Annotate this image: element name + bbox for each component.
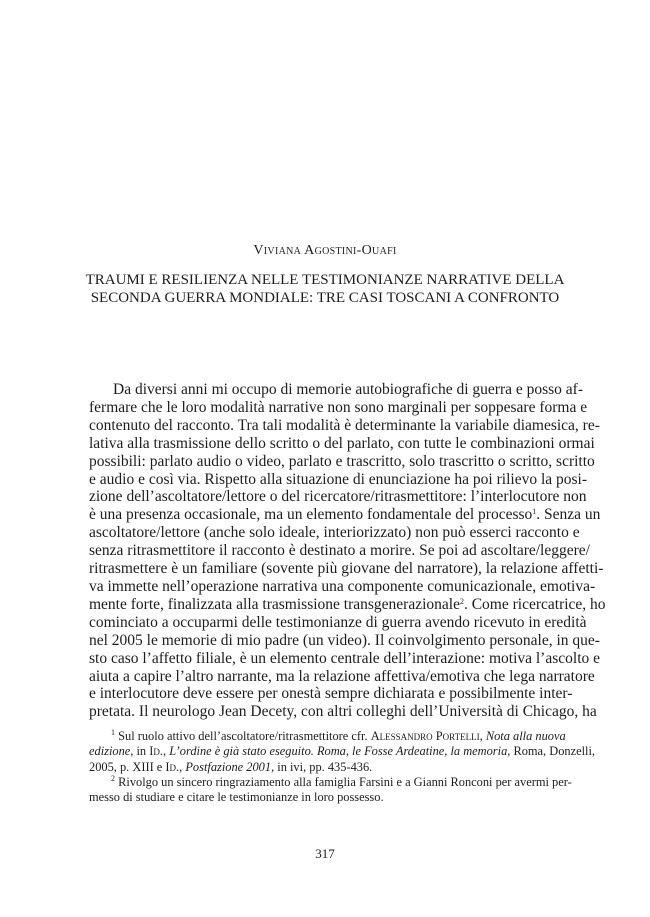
- body-line: ascoltatore/lettore (anche solo ideale, interiorizzato) non può esserci racconto e: [89, 524, 580, 542]
- body-line: pretata. Il neurologo Jean Decety, con altri colleghi dell’Università di Chicago, ha: [89, 703, 597, 721]
- body-line-segment: è una presenza occasionale, ma un elemento fondamentale del processo: [89, 506, 533, 524]
- body-line: Da diversi anni mi occupo di memorie autobiografiche di guerra e posso af-: [113, 381, 584, 398]
- footnote-text: Sul ruolo attivo dell’ascoltatore/ritrasmettitore cfr.: [118, 729, 368, 743]
- footnote-text: ,: [162, 744, 167, 759]
- body-line: e interlocutore deve essere per onestà sempre dichiarata e possibilmente inter-: [89, 685, 573, 703]
- footnote-ref-1[interactable]: 1: [532, 507, 537, 517]
- body-line: senza ritrasmettitore il racconto è destinato a morire. Se poi ad ascoltare/leggere/: [89, 542, 590, 560]
- cited-title: Postfazione 2001: [185, 759, 272, 774]
- body-line: contenuto del racconto. Tra tali modalità è determinante la variabile diamesica, re-: [89, 416, 600, 434]
- cited-author: Alessandro Portelli: [370, 729, 480, 743]
- body-line: ritrasmettere è un familiare (sovente più giovane del narratore), la relazione affetti-: [89, 560, 604, 578]
- footnote-text: ,: [179, 759, 183, 774]
- footnote-text: , Roma, Donzelli,: [507, 744, 596, 759]
- cited-title: edizione: [89, 744, 131, 759]
- ibidem-abbrev: Id.: [165, 759, 180, 774]
- footnote-2-line: [89, 773, 572, 790]
- footnote-text: 2005, p. XIII e: [89, 759, 163, 774]
- footnote-text: , in ivi, pp. 435-436.: [271, 759, 373, 774]
- footnote-text: Rivolgo un sincero ringraziamento alla famiglia Farsini e a Gianni Ronconi per avermi per-: [118, 774, 572, 789]
- footnote-text: , in: [130, 744, 147, 759]
- footnote-2-mark: 2: [111, 773, 115, 783]
- body-line: lativa alla trasmissione dello scritto o del parlato, con tutte le combinazioni ormai: [89, 434, 595, 452]
- body-line-segment: . Come ricercatrice, ho: [463, 595, 606, 613]
- body-line: nel 2005 le memorie di mio padre (un video). Il coinvolgimento personale, in que-: [89, 631, 600, 649]
- body-line: aiuta a capire l’altro narrante, ma la relazione affettiva/emotiva che lega narratore: [89, 667, 595, 685]
- chapter-author: Viviana Agostini-Ouafi: [253, 243, 397, 258]
- title-line: TRAUMI E RESILIENZA NELLE TESTIMONIANZE NARRATIVE DELLA: [85, 272, 565, 288]
- footnote-ref-2[interactable]: 2: [459, 596, 464, 606]
- body-text: [89, 381, 606, 721]
- body-line: sto caso l’affetto filiale, è un elemento centrale dell’interazione: motiva l’ascolto e: [89, 649, 601, 667]
- body-line-with-note-2: [89, 595, 606, 614]
- footnote-1-mark: 1: [111, 728, 115, 737]
- body-line: va immette nell’operazione narrativa una componente comunicazionale, emotiva-: [89, 577, 596, 595]
- body-line: zione dell’ascoltatore/lettore o del ricercatore/ritrasmettitore: l’interlocutore non: [89, 488, 587, 506]
- footnote-2-line: messo di studiare e citare le testimonianze in loro possesso.: [89, 790, 384, 805]
- ibidem-abbrev: Id.: [149, 744, 163, 759]
- body-line-with-note-1: [89, 506, 601, 524]
- title-line: SECONDA GUERRA MONDIALE: TRE CASI TOSCANI A CONFRONTO: [90, 289, 560, 306]
- body-line-segment: mente forte, finalizzata alla trasmissione transgenerazionale: [89, 595, 460, 613]
- body-line-segment: . Senza un: [536, 506, 601, 524]
- footnotes: [89, 728, 596, 805]
- cited-title: L’ordine è già stato eseguito. Roma, le Fosse Ardeatine, la memoria: [169, 744, 508, 759]
- body-line: e audio e così via. Rispetto alla situazione di enunciazione ha poi rilievo la posi-: [89, 470, 588, 488]
- footnote-1-line: [89, 728, 566, 744]
- page-number: 317: [315, 846, 335, 861]
- chapter-title: [70, 272, 580, 307]
- body-line: possibili: parlato audio o video, parlato e trascritto, solo trascritto o scritto, scritto: [89, 452, 595, 470]
- footnote-1-line: [89, 744, 596, 759]
- footnote-1-line: [89, 760, 557, 775]
- cited-title: Nota alla nuova: [485, 729, 566, 743]
- body-line: cominciato a occuparmi delle testimonianze di guerra avendo ricevuto in eredità: [89, 613, 587, 631]
- footnote-text: ,: [479, 729, 483, 743]
- body-line: fermare che le loro modalità narrative non sono marginali per soppesare forma e: [89, 398, 588, 416]
